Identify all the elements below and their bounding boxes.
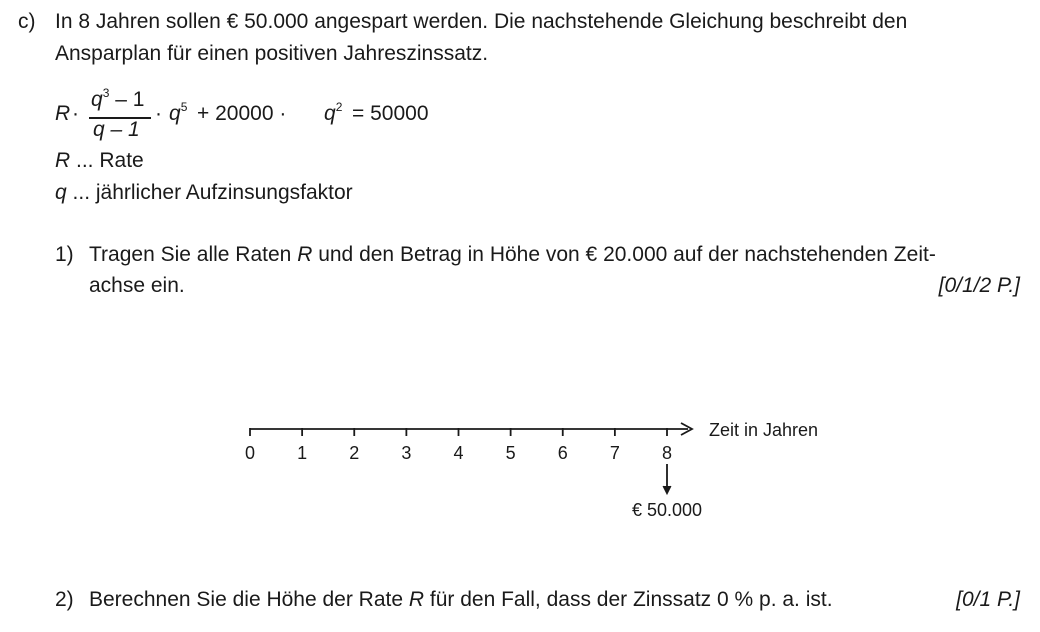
timeline-tick-label: 3 (401, 443, 412, 463)
timeline-axis-label: Zeit in Jahren (709, 420, 819, 440)
fraction-denominator: q – 1 (93, 118, 140, 141)
fraction-numerator: $q^3 - 1$ (91, 86, 145, 111)
timeline-tick-label: 0 (244, 443, 256, 463)
subtask2-text: Berechnen Sie die Höhe der Rate R für den Fall, dass der Zinssatz 0 % p. a. ist. (89, 588, 833, 611)
task-label: c) (18, 10, 36, 33)
timeline-tick-label: 7 (609, 443, 620, 463)
equation-dot: · (72, 102, 79, 125)
task-intro-line2: Ansparplan für einen positiven Jahreszinssatz. (55, 42, 489, 65)
subtask1-number: 1) (55, 243, 74, 266)
definition-q: q ... jährlicher Aufzinsungsfaktor (55, 181, 353, 204)
equation-dot-2: · (155, 102, 162, 125)
subtask1-points: [0/1/2 P.] (938, 274, 1020, 297)
end-amount-arrowhead (663, 486, 671, 494)
subtask2-number: 2) (55, 588, 74, 611)
subtask2-points: [0/1 P.] (956, 588, 1020, 611)
subtask1-line1: Tragen Sie alle Raten R und den Betrag in Höhe von € 20.000 auf der nachstehenden Zeit- (89, 243, 936, 266)
equation-R: R (55, 102, 71, 125)
end-amount-label: € 50.000 (631, 500, 703, 520)
task-intro-line1: In 8 Jahren sollen € 50.000 angespart werden. Die nachstehende Gleichung beschreibt den (55, 10, 908, 33)
timeline-tick-label: 1 (297, 443, 308, 463)
timeline-tick-label: 6 (557, 443, 568, 463)
timeline-tick-label: 4 (453, 443, 464, 463)
definition-R: R ... Rate (55, 149, 144, 172)
timeline-tick-label: 5 (505, 443, 516, 463)
timeline-tick-label: 2 (349, 443, 360, 463)
equation-rhs: = 50000 (352, 102, 429, 125)
equation-q2: $q^2$ (324, 100, 343, 125)
timeline-tick-label: 8 (661, 443, 673, 463)
subtask1-line2: achse ein. (89, 274, 185, 297)
equation-plus-term: + 20000 · (197, 102, 287, 125)
equation-q5: $q^5$ (169, 100, 188, 125)
